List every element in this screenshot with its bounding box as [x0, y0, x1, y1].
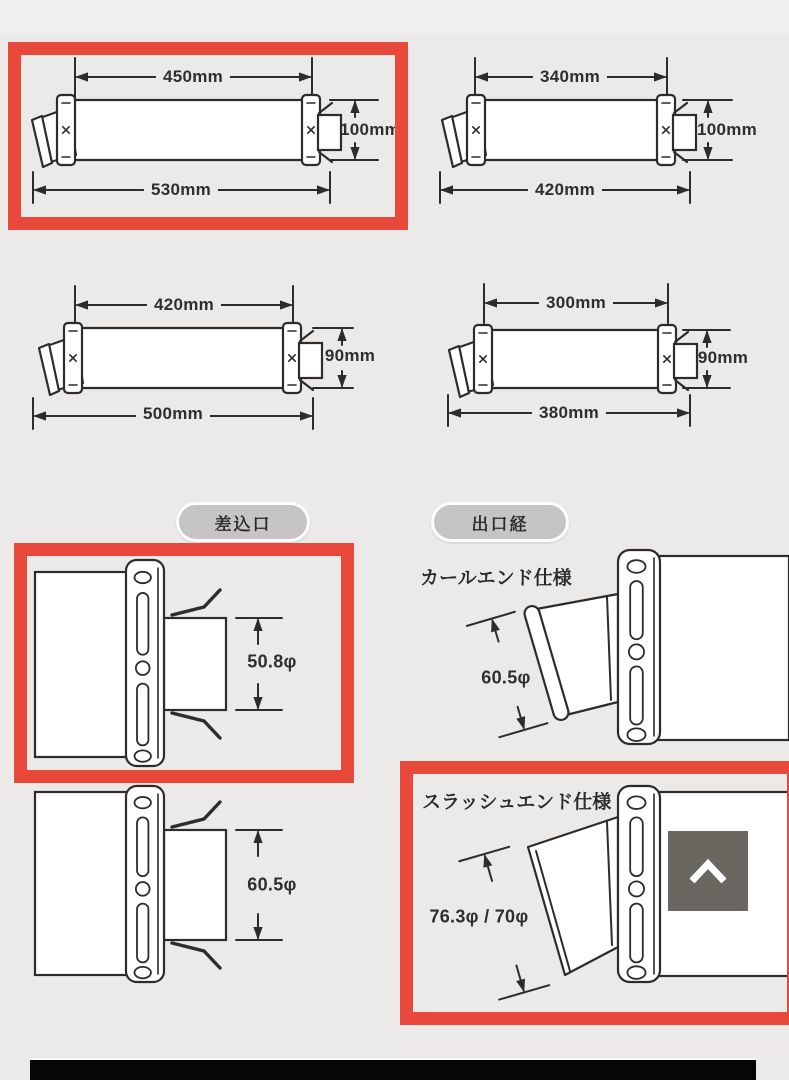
outlet-section-label: 出口経	[471, 514, 529, 534]
dimension-label: 420mm	[528, 180, 602, 200]
inlet-section-label: 差込口	[214, 514, 272, 534]
slash-end-title: スラッシュエンド仕様	[422, 792, 612, 813]
dimension-label: 450mm	[156, 67, 230, 87]
dimension-label: 420mm	[147, 295, 221, 315]
dimension-label: 500mm	[136, 404, 210, 424]
dimension-label: 90mm	[697, 348, 749, 367]
dimension-label: 380mm	[532, 403, 606, 423]
curl-end-title: カールエンド仕様	[420, 568, 572, 589]
diameter-label: 76.3φ / 70φ	[429, 906, 529, 927]
diameter-label: 50.8φ	[247, 651, 297, 672]
dimension-label: 100mm	[339, 120, 401, 139]
outlet-section-pill	[431, 502, 569, 542]
dimension-label: 100mm	[696, 120, 758, 139]
chevron-up-icon	[684, 857, 732, 885]
inlet-section-pill	[176, 502, 310, 542]
dimension-label: 530mm	[144, 180, 218, 200]
dimension-label: 300mm	[539, 293, 613, 313]
top-strip	[0, 0, 789, 33]
bottom-dark-bar	[30, 1058, 756, 1080]
diameter-label: 60.5φ	[247, 874, 297, 895]
diameter-label: 60.5φ	[481, 667, 531, 688]
scroll-to-top-button[interactable]	[668, 831, 748, 911]
dimension-label: 90mm	[324, 346, 376, 365]
dimension-label: 340mm	[533, 67, 607, 87]
